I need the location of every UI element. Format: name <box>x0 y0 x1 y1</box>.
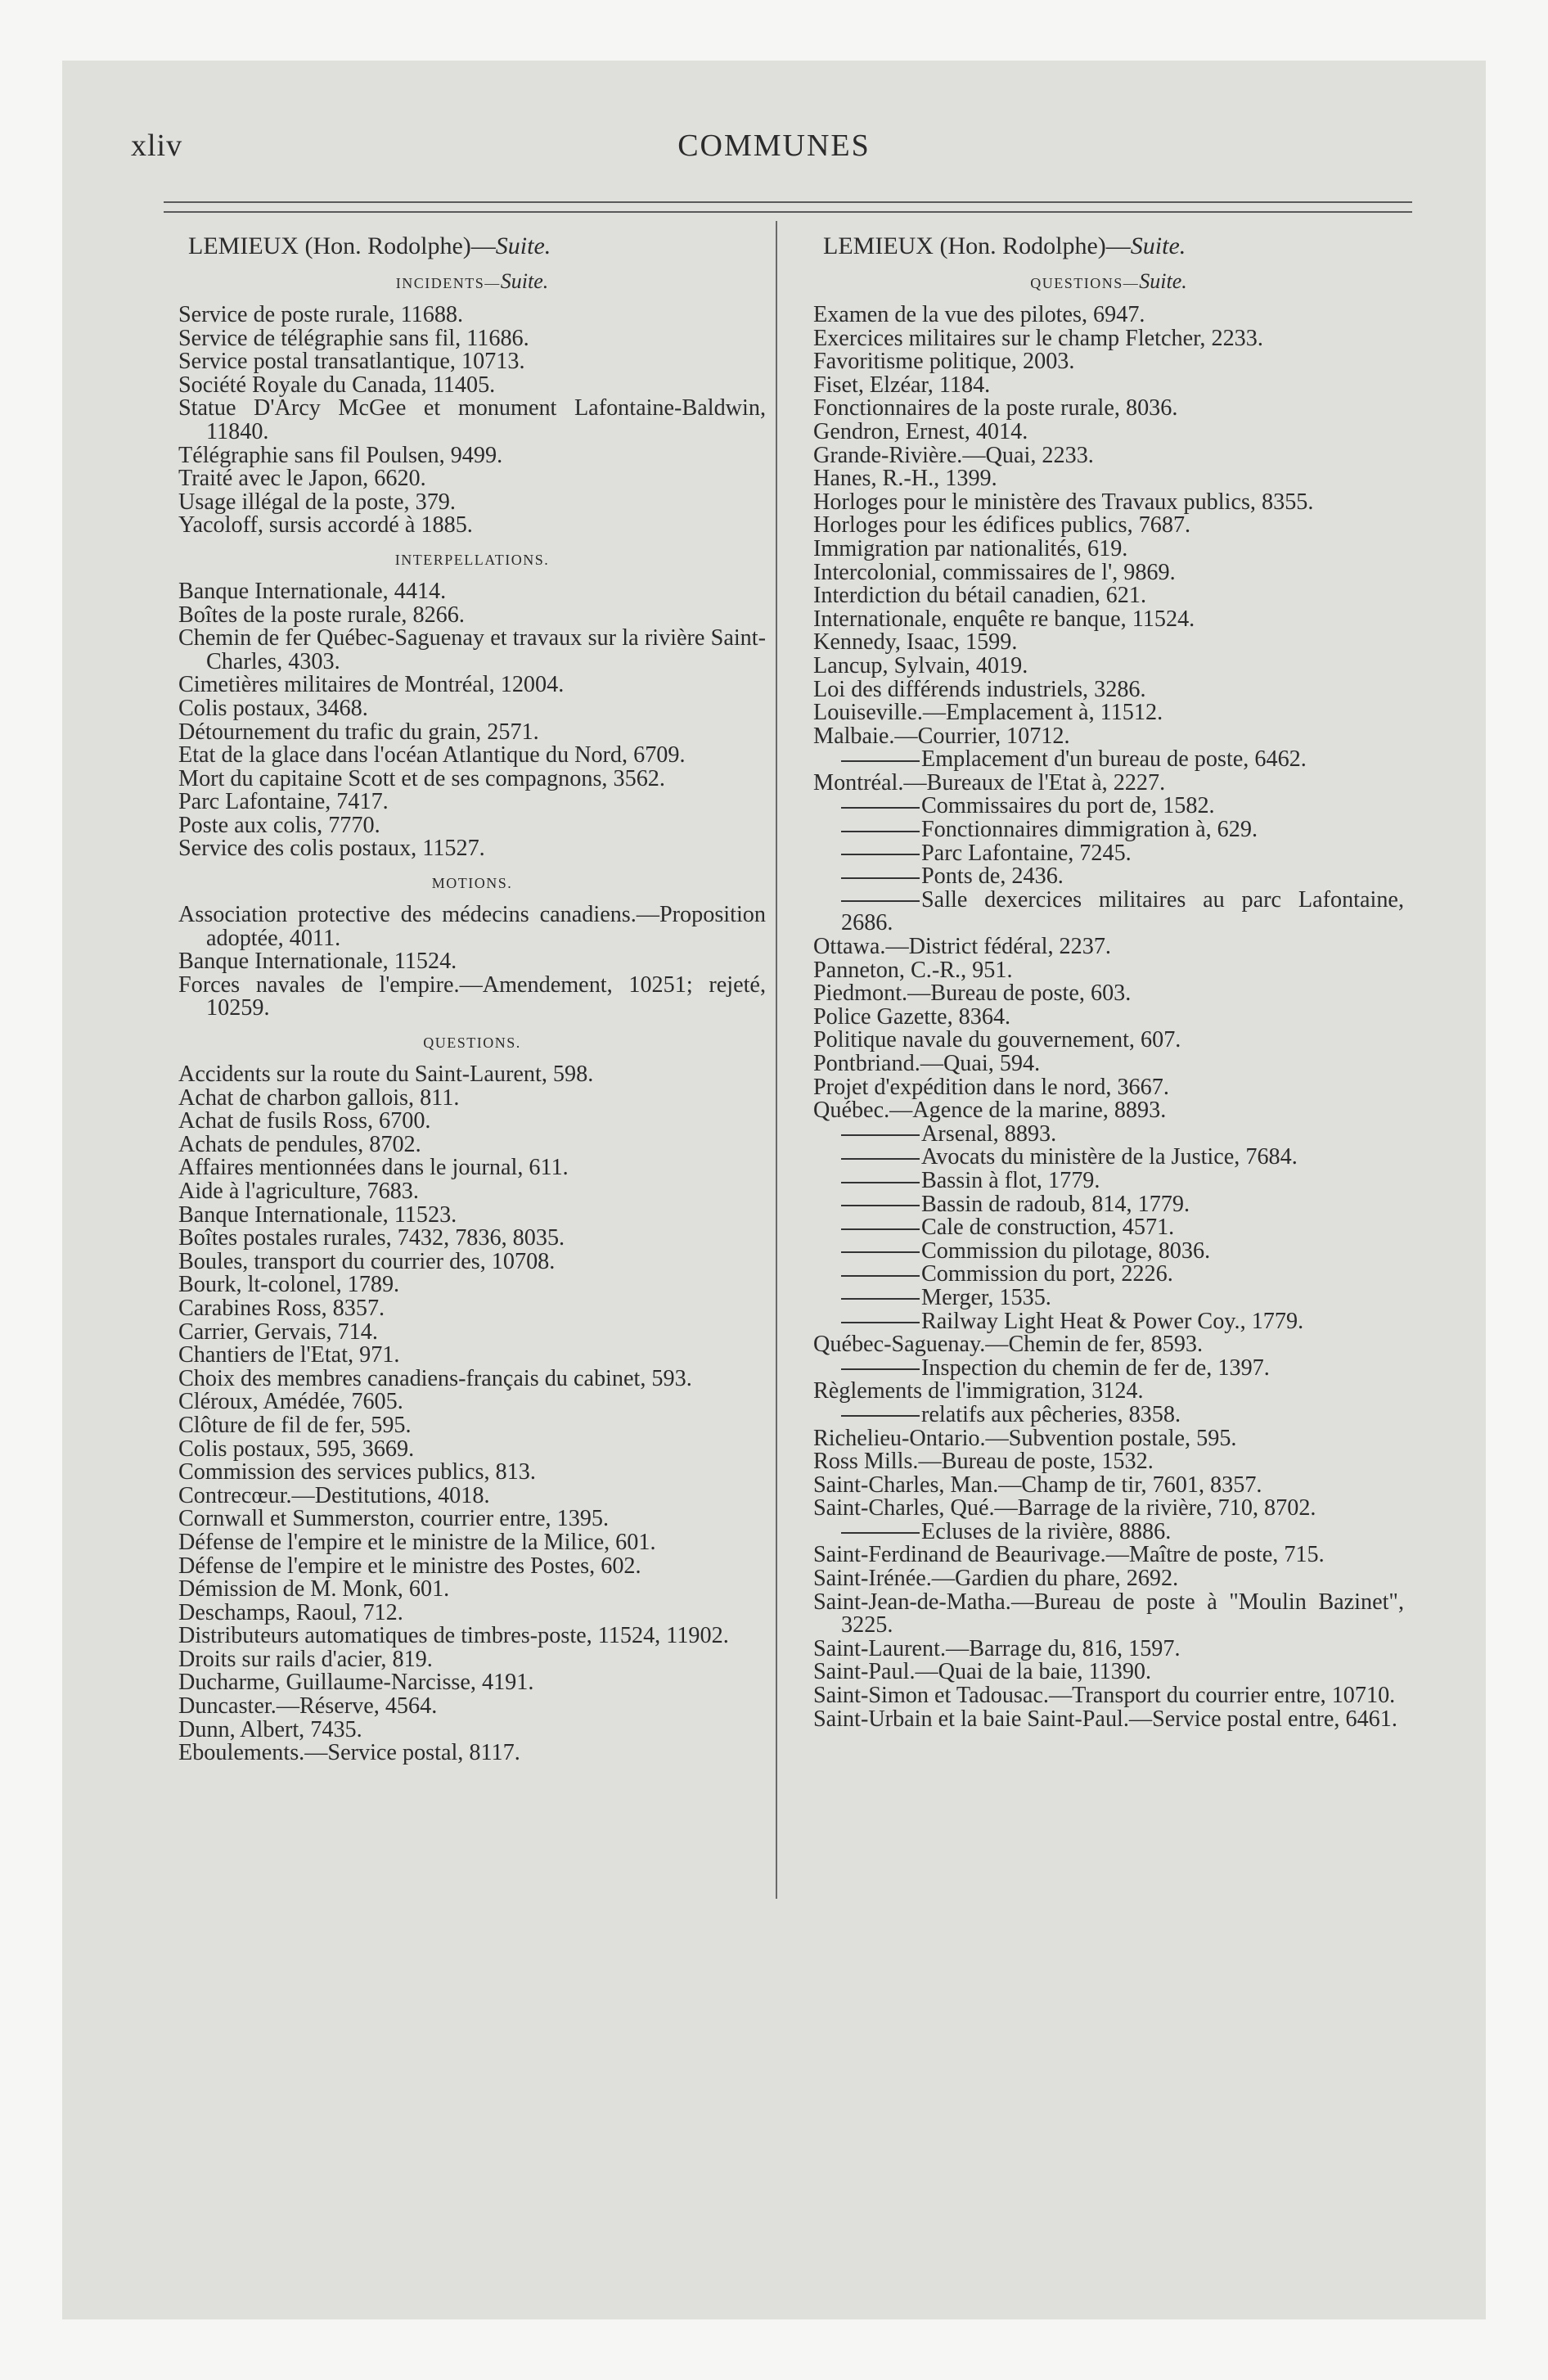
index-entry: Règlements de l'immigration, 3124. <box>813 1378 1144 1404</box>
index-entry: Mort du capitaine Scott et de ses compagnons, 3562. <box>178 765 665 791</box>
index-subentry: Bassin de radoub, 814, 1779. <box>813 1193 1404 1217</box>
right-entries <box>813 304 1404 1731</box>
index-entry: Choix des membres canadiens-français du cabinet, 593. <box>178 1365 692 1391</box>
index-entry: Boules, transport du courrier des, 10708. <box>178 1248 556 1274</box>
index-entry: Banque Internationale, 11524. <box>178 949 457 975</box>
index-entry: Malbaie.—Courrier, 10712. <box>813 723 1070 749</box>
index-entry: Forces navales de l'empire.—Amendement, 10251; rejeté, 10259. <box>178 971 766 1021</box>
index-entry: Exercices militaires sur le champ Fletcher, 2233. <box>813 325 1263 351</box>
index-entry: Défense de l'empire et le ministre des Postes, 602. <box>178 1553 641 1579</box>
index-entry: Saint-Laurent.—Barrage du, 816, 1597. <box>813 1635 1181 1661</box>
index-subentry: relatifs aux pêcheries, 8358. <box>813 1404 1404 1427</box>
index-subentry: Ponts de, 2436. <box>813 865 1404 889</box>
index-entry: Ross Mills.—Bureau de poste, 1532. <box>813 1449 1154 1475</box>
header-rule-bottom <box>164 211 1412 213</box>
index-entry: Contrecœur.—Destitutions, 4018. <box>178 1482 490 1508</box>
index-entry: Favoritisme politique, 2003. <box>813 349 1075 375</box>
index-entry: Pontbriand.—Quai, 594. <box>813 1051 1041 1076</box>
index-entry: Distributeurs automatiques de timbres-poste, 11524, 11902. <box>178 1623 729 1649</box>
section-title: INCIDENTS—Suite. <box>395 269 549 293</box>
index-subentry: Ecluses de la rivière, 8886. <box>813 1521 1404 1544</box>
index-entry: Immigration par nationalités, 619. <box>813 535 1128 561</box>
index-entry: Service de poste rurale, 11688. <box>178 302 464 327</box>
index-entry: Détournement du trafic du grain, 2571. <box>178 719 539 745</box>
index-entry: Police Gazette, 8364. <box>813 1003 1011 1030</box>
index-entry: Banque Internationale, 11523. <box>178 1201 457 1228</box>
index-entry: Internationale, enquête re banque, 11524. <box>813 606 1195 632</box>
index-entry: Bourk, lt-colonel, 1789. <box>178 1272 400 1298</box>
index-entry: Examen de la vue des pilotes, 6947. <box>813 302 1145 327</box>
index-entry: Lancup, Sylvain, 4019. <box>813 652 1028 678</box>
index-entry: Saint-Paul.—Quai de la baie, 11390. <box>813 1659 1152 1685</box>
index-entry: Achats de pendules, 8702. <box>178 1131 421 1157</box>
index-subentry: Commissaires du port de, 1582. <box>813 795 1404 818</box>
index-entry: Fonctionnaires de la poste rurale, 8036. <box>813 395 1178 421</box>
index-entry: Service postal transatlantique, 10713. <box>178 349 525 375</box>
index-entry: Intercolonial, commissaires de l', 9869. <box>813 559 1176 585</box>
index-entry: Richelieu-Ontario.—Subvention postale, 595. <box>813 1425 1237 1451</box>
index-entry: Droits sur rails d'acier, 819. <box>178 1646 433 1672</box>
section-title: MOTIONS. <box>431 875 513 892</box>
index-entry: Cornwall et Summerston, courrier entre, 1395. <box>178 1506 610 1532</box>
index-entry: Etat de la glace dans l'océan Atlantique du Nord, 6709. <box>178 742 686 769</box>
index-entry: Québec-Saguenay.—Chemin de fer, 8593. <box>813 1332 1204 1358</box>
right-column <box>813 233 1404 1731</box>
index-entry: Chemin de fer Québec-Saguenay et travaux sur la rivière Saint-Charles, 4303. <box>178 625 766 674</box>
index-entry: Statue D'Arcy McGee et monument Lafontaine-Baldwin, 11840. <box>178 395 766 444</box>
index-entry: Aide à l'agriculture, 7683. <box>178 1179 419 1204</box>
index-entry: Gendron, Ernest, 4014. <box>813 418 1028 444</box>
index-entry: Clôture de fil de fer, 595. <box>178 1412 412 1438</box>
index-entry: Interdiction du bétail canadien, 621. <box>813 583 1147 609</box>
index-entry: Boîtes de la poste rurale, 8266. <box>178 602 465 628</box>
index-entry: Fiset, Elzéar, 1184. <box>813 372 991 398</box>
index-entry: Cléroux, Amédée, 7605. <box>178 1389 403 1415</box>
section-title: QUESTIONS. <box>423 1034 521 1052</box>
index-entry: Kennedy, Isaac, 1599. <box>813 629 1018 656</box>
index-entry: Saint-Simon et Tadousac.—Transport du courrier entre, 10710. <box>813 1683 1396 1709</box>
index-subentry: Inspection du chemin de fer de, 1397. <box>813 1357 1404 1381</box>
index-subentry: Cale de construction, 4571. <box>813 1216 1404 1240</box>
left-column-heading: LEMIEUX (Hon. Rodolphe)—Suite. <box>188 232 551 259</box>
index-entry: Parc Lafontaine, 7417. <box>178 789 389 815</box>
index-entry: Achat de fusils Ross, 6700. <box>178 1108 431 1134</box>
index-entry: Grande-Rivière.—Quai, 2233. <box>813 442 1094 468</box>
index-subentry: Railway Light Heat & Power Coy., 1779. <box>813 1310 1404 1334</box>
left-sections <box>178 269 766 1766</box>
index-entry: Poste aux colis, 7770. <box>178 812 380 838</box>
index-entry: Horloges pour le ministère des Travaux publics, 8355. <box>813 489 1314 515</box>
right-column-heading: LEMIEUX (Hon. Rodolphe)—Suite. <box>823 232 1186 259</box>
index-entry: Ottawa.—District fédéral, 2237. <box>813 934 1111 960</box>
index-entry: Piedmont.—Bureau de poste, 603. <box>813 980 1132 1007</box>
index-entry: Projet d'expédition dans le nord, 3667. <box>813 1074 1169 1100</box>
index-entry: Boîtes postales rurales, 7432, 7836, 8035. <box>178 1225 565 1251</box>
index-subentry: Salle dexercices militaires au parc Lafontaine, 2686. <box>813 889 1404 935</box>
left-column <box>178 233 766 1765</box>
index-entry: Chantiers de l'Etat, 971. <box>178 1342 400 1368</box>
index-entry: Québec.—Agence de la marine, 8893. <box>813 1098 1167 1124</box>
index-entry: Service des colis postaux, 11527. <box>178 836 485 862</box>
index-subentry: Bassin à flot, 1779. <box>813 1170 1404 1193</box>
index-entry: Colis postaux, 595, 3669. <box>178 1436 415 1462</box>
index-subentry: Commission du port, 2226. <box>813 1263 1404 1287</box>
index-subentry: Parc Lafontaine, 7245. <box>813 842 1404 866</box>
index-entry: Cimetières militaires de Montréal, 12004. <box>178 672 565 698</box>
index-subentry: Arsenal, 8893. <box>813 1123 1404 1147</box>
index-entry: Usage illégal de la poste, 379. <box>178 489 456 515</box>
index-entry: Traité avec le Japon, 6620. <box>178 466 426 492</box>
page-number: xliv <box>131 128 183 163</box>
index-entry: Carabines Ross, 8357. <box>178 1295 385 1321</box>
index-entry: Dunn, Albert, 7435. <box>178 1716 362 1742</box>
index-entry: Yacoloff, sursis accordé à 1885. <box>178 512 473 539</box>
index-subentry: Emplacement d'un bureau de poste, 6462. <box>813 748 1404 772</box>
index-entry: Société Royale du Canada, 11405. <box>178 372 496 398</box>
index-entry: Accidents sur la route du Saint-Laurent, 598. <box>178 1062 594 1088</box>
index-entry: Politique navale du gouvernement, 607. <box>813 1027 1181 1053</box>
index-entry: Eboulements.—Service postal, 8117. <box>178 1740 520 1766</box>
index-entry: Ducharme, Guillaume-Narcisse, 4191. <box>178 1670 534 1696</box>
index-entry: Commission des services publics, 813. <box>178 1459 536 1485</box>
index-entry: Duncaster.—Réserve, 4564. <box>178 1693 438 1720</box>
index-entry: Horloges pour les édifices publics, 7687. <box>813 512 1191 539</box>
index-subentry: Merger, 1535. <box>813 1287 1404 1310</box>
index-entry: Saint-Urbain et la baie Saint-Paul.—Service postal entre, 6461. <box>813 1706 1397 1732</box>
index-entry: Deschamps, Raoul, 712. <box>178 1599 403 1625</box>
index-entry: Colis postaux, 3468. <box>178 695 368 721</box>
index-entry: Saint-Charles, Man.—Champ de tir, 7601, 8357. <box>813 1472 1262 1498</box>
index-entry: Affaires mentionnées dans le journal, 611. <box>178 1155 569 1181</box>
index-entry: Loi des différends industriels, 3286. <box>813 676 1146 702</box>
index-entry: Banque Internationale, 4414. <box>178 578 447 604</box>
index-subentry: Avocats du ministère de la Justice, 7684. <box>813 1146 1404 1170</box>
index-subentry: Fonctionnaires dimmigration à, 629. <box>813 818 1404 842</box>
index-entry: Saint-Irénée.—Gardien du phare, 2692. <box>813 1566 1179 1592</box>
section-title: INTERPELLATIONS. <box>394 551 550 568</box>
index-entry: Montréal.—Bureaux de l'Etat à, 2227. <box>813 769 1166 796</box>
header-rule-top <box>164 201 1412 203</box>
index-entry: Défense de l'empire et le ministre de la Milice, 601. <box>178 1529 656 1555</box>
column-divider <box>776 221 777 1899</box>
index-subentry: Commission du pilotage, 8036. <box>813 1240 1404 1264</box>
index-entry: Saint-Charles, Qué.—Barrage de la rivière, 710, 8702. <box>813 1495 1316 1521</box>
running-head: COMMUNES <box>677 128 871 163</box>
index-entry: Louiseville.—Emplacement à, 11512. <box>813 700 1163 726</box>
index-entry: Saint-Ferdinand de Beaurivage.—Maître de poste, 715. <box>813 1542 1325 1568</box>
index-entry: Service de télégraphie sans fil, 11686. <box>178 325 529 351</box>
section-title: QUESTIONS—Suite. <box>1030 269 1187 293</box>
index-entry: Achat de charbon gallois, 811. <box>178 1084 460 1111</box>
index-entry: Panneton, C.-R., 951. <box>813 957 1013 983</box>
index-entry: Hanes, R.-H., 1399. <box>813 466 997 492</box>
index-entry: Association protective des médecins canadiens.—Proposition adoptée, 4011. <box>178 902 766 951</box>
index-entry: Carrier, Gervais, 714. <box>178 1318 378 1345</box>
index-entry: Démission de M. Monk, 601. <box>178 1576 450 1602</box>
index-entry: Saint-Jean-de-Matha.—Bureau de poste à "Moulin Bazinet", 3225. <box>813 1589 1404 1639</box>
index-entry: Télégraphie sans fil Poulsen, 9499. <box>178 442 503 468</box>
